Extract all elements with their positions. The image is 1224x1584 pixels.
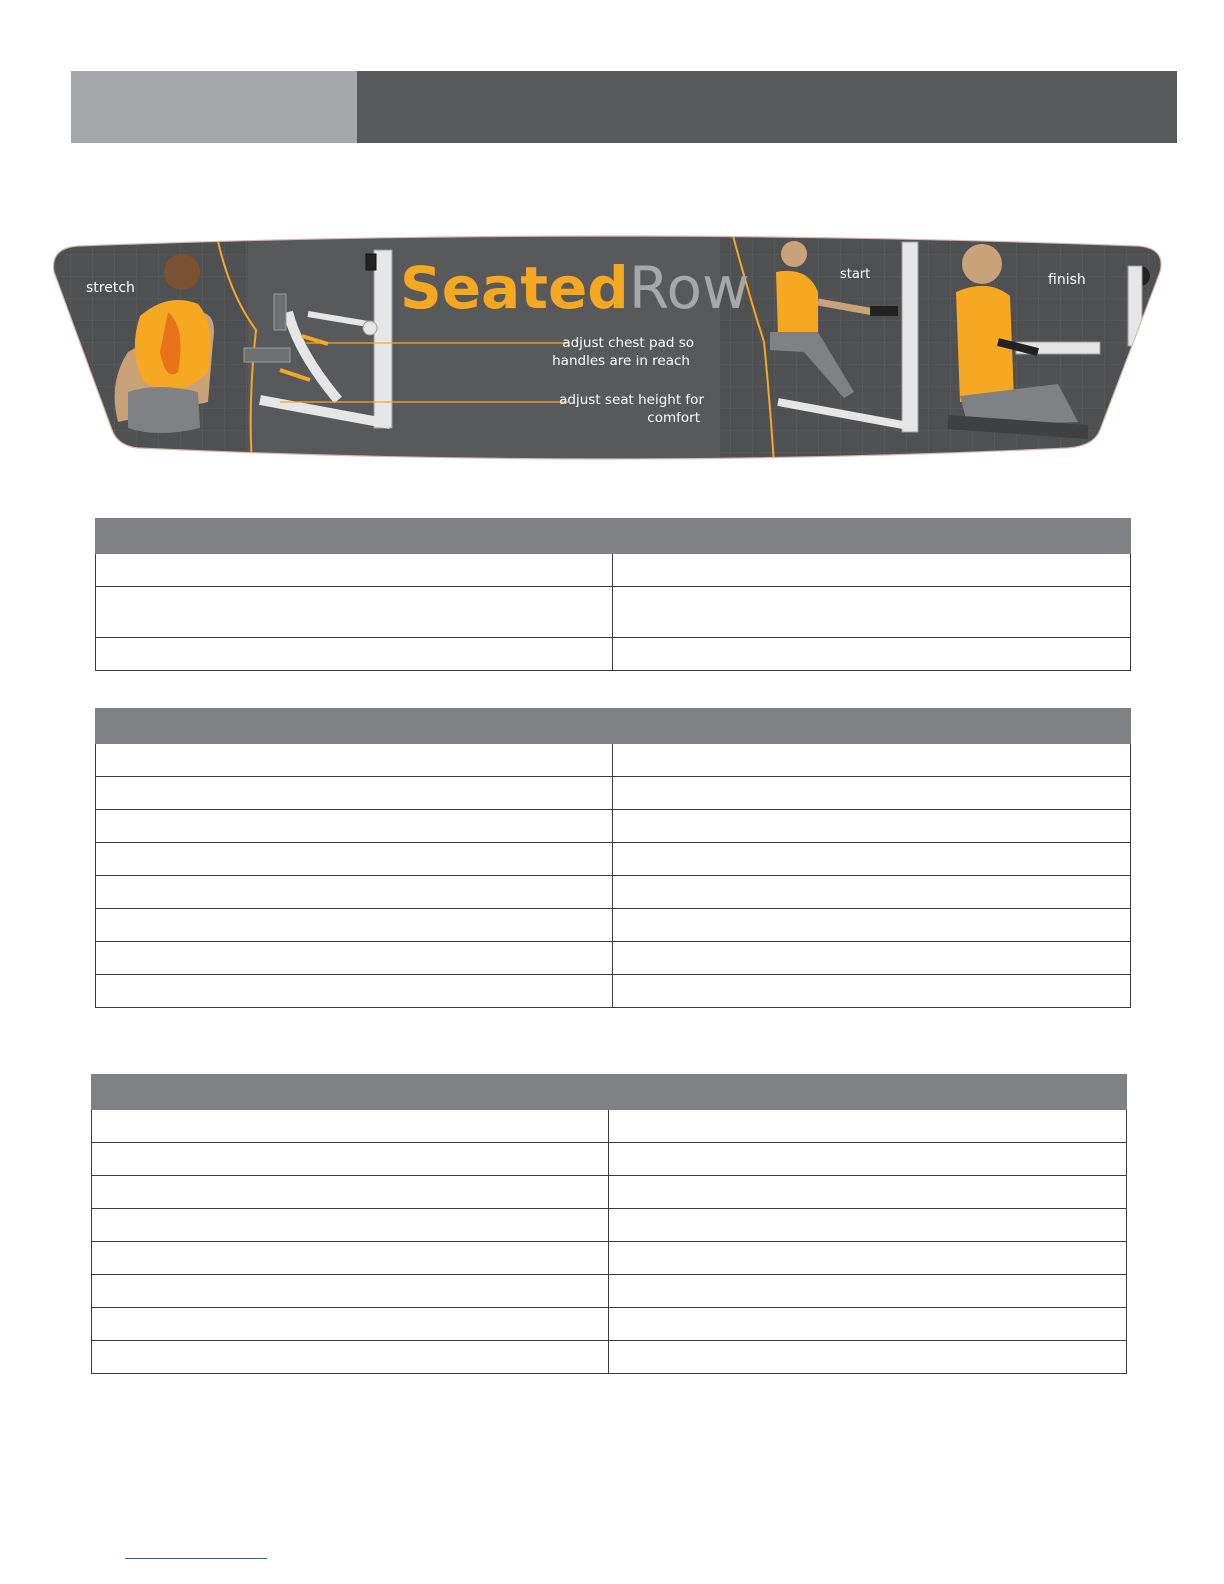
table-cell xyxy=(96,942,613,975)
table-row xyxy=(96,942,1131,975)
table-row xyxy=(96,909,1131,942)
seated-row-banner xyxy=(48,232,1168,464)
table-row xyxy=(96,744,1131,777)
table-header xyxy=(92,1075,1127,1110)
page-header-bar xyxy=(71,71,1177,143)
table-cell xyxy=(609,1143,1127,1176)
table-row xyxy=(92,1176,1127,1209)
table-cell xyxy=(92,1143,609,1176)
banner-title-part1: Seated xyxy=(400,254,629,322)
table-cell xyxy=(92,1275,609,1308)
table-row xyxy=(96,587,1131,638)
table-cell xyxy=(609,1110,1127,1143)
table-cell xyxy=(613,975,1131,1008)
table-cell xyxy=(96,975,613,1008)
table-row xyxy=(96,554,1131,587)
info-table-1 xyxy=(95,518,1131,671)
table-cell xyxy=(609,1242,1127,1275)
table-row xyxy=(96,975,1131,1008)
info-table-2 xyxy=(95,708,1131,1008)
start-label: start xyxy=(840,267,871,282)
table-row xyxy=(92,1110,1127,1143)
table-row xyxy=(96,843,1131,876)
table-row xyxy=(92,1143,1127,1176)
note-seat-height-line2: comfort xyxy=(647,410,700,426)
table-cell xyxy=(92,1242,609,1275)
header-bar-right xyxy=(357,71,1177,143)
table-cell xyxy=(613,777,1131,810)
table-cell xyxy=(92,1308,609,1341)
table-row xyxy=(92,1308,1127,1341)
table-cell xyxy=(92,1341,609,1374)
table-cell xyxy=(96,777,613,810)
table-cell xyxy=(613,638,1131,671)
table-cell xyxy=(96,554,613,587)
table-cell xyxy=(613,909,1131,942)
table-cell xyxy=(613,876,1131,909)
banner-title xyxy=(400,254,749,322)
table-cell xyxy=(613,843,1131,876)
table-header xyxy=(96,519,1131,554)
table-cell xyxy=(96,909,613,942)
table-row xyxy=(92,1209,1127,1242)
table-row xyxy=(96,638,1131,671)
header-bar-left xyxy=(71,71,357,143)
table-row xyxy=(96,777,1131,810)
table-row xyxy=(92,1341,1127,1374)
table-row xyxy=(92,1275,1127,1308)
table-header xyxy=(96,709,1131,744)
note-chest-pad-line2: handles are in reach xyxy=(552,353,690,369)
table-row xyxy=(96,876,1131,909)
info-table-3 xyxy=(91,1074,1127,1374)
finish-label: finish xyxy=(1048,272,1086,288)
table-cell xyxy=(613,744,1131,777)
table-cell xyxy=(609,1209,1127,1242)
table-cell xyxy=(96,843,613,876)
banner-graphic xyxy=(48,232,1168,464)
banner-title-part2: Row xyxy=(628,254,750,322)
table-cell xyxy=(92,1110,609,1143)
table-cell xyxy=(96,587,613,638)
table-cell xyxy=(609,1275,1127,1308)
table-cell xyxy=(613,554,1131,587)
table-cell xyxy=(92,1209,609,1242)
table-cell xyxy=(96,744,613,777)
note-seat-height-line1: adjust seat height for xyxy=(559,392,704,408)
table-cell xyxy=(96,638,613,671)
note-chest-pad-line1: adjust chest pad so xyxy=(562,335,694,351)
stretch-label: stretch xyxy=(86,280,135,296)
table-cell xyxy=(613,587,1131,638)
table-cell xyxy=(609,1341,1127,1374)
table-cell xyxy=(609,1308,1127,1341)
table-cell xyxy=(613,810,1131,843)
table-row xyxy=(92,1242,1127,1275)
table-cell xyxy=(609,1176,1127,1209)
table-cell xyxy=(613,942,1131,975)
table-row xyxy=(96,810,1131,843)
table-cell xyxy=(96,810,613,843)
footer-link-underline[interactable] xyxy=(125,1558,267,1559)
table-cell xyxy=(96,876,613,909)
table-cell xyxy=(92,1176,609,1209)
